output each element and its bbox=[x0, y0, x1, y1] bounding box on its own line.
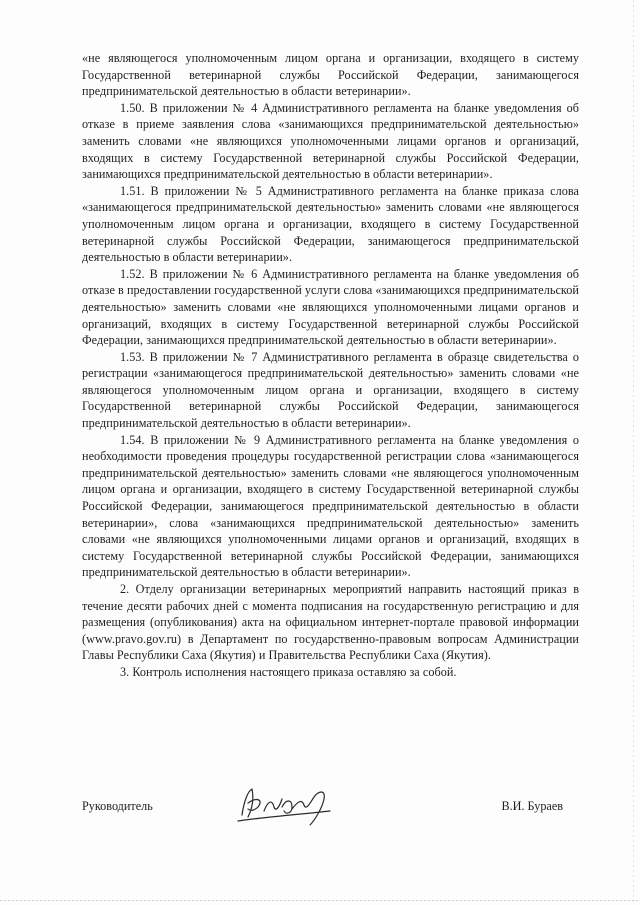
paragraph-continuation: «не являющегося уполномоченным лицом органа и организации, входящего в систему Государственной ветеринарной службы Российской Федерации, занимающегося предпринимательской деятельностью в области ветеринарии». bbox=[82, 51, 579, 99]
signatory-title: Руководитель bbox=[82, 799, 153, 813]
handwritten-signature bbox=[234, 781, 344, 829]
paragraph-1-51: 1.51. В приложении № 5 Административного регламента на бланке приказа слова «занимающегося предпринимательской деятельностью» заменить словами «не являющегося уполномоченным лицом органа и организации, входящего в систему Государственной ветеринарной службы Российской Федерации, занимающегося предпринимательской деятельностью в области ветеринарии». bbox=[82, 183, 579, 265]
signatory-name: В.И. Бураев bbox=[501, 799, 563, 813]
document-body bbox=[82, 50, 579, 681]
scan-edge-right bbox=[633, 0, 634, 905]
paragraph-1-50: 1.50. В приложении № 4 Административного регламента на бланке уведомления об отказе в приеме заявления слова «занимающихся предпринимательской деятельностью» заменить словами «не являющихся уполномоченными лицами органов и организаций, входящих в систему Государственной ветеринарной службы Российской Федерации, занимающихся предпринимательской деятельностью в области ветеринарии». bbox=[82, 100, 579, 182]
paragraph-3: 3. Контроль исполнения настоящего приказа оставляю за собой. bbox=[120, 664, 457, 679]
signature-block bbox=[82, 795, 579, 835]
paragraph-2: 2. Отделу организации ветеринарных мероприятий направить настоящий приказ в течение десяти рабочих дней с момента подписания на государственную регистрацию и для размещения (опубликования) акта на официальном интернет-портале правовой информации (www.pravo.gov.ru) в Департамент по государственно-правовым вопросам Администрации Главы Республики Саха (Якутия) и Правительства Республики Саха (Якутия). bbox=[82, 582, 579, 663]
scan-edge-bottom bbox=[0, 900, 640, 901]
paragraph-1-52: 1.52. В приложении № 6 Административного регламента на бланке уведомления об отказе в предоставлении государственной услуги слова «занимающихся предпринимательской деятельностью» заменить словами «не являющихся уполномоченными лицами органов и организаций, входящих в систему Государственной ветеринарной службы Российской Федерации, занимающихся предпринимательской деятельностью в области ветеринарии». bbox=[82, 266, 579, 348]
paragraph-1-53: 1.53. В приложении № 7 Административного регламента в образце свидетельства о регистрации «занимающегося предпринимательской деятельностью» заменить словами «не являющегося уполномоченным лицом органа и организации, входящего в систему Государственной ветеринарной службы Российской Федерации, занимающегося предпринимательской деятельностью в области ветеринарии». bbox=[82, 349, 579, 431]
paragraph-1-54: 1.54. В приложении № 9 Административного регламента на бланке уведомления о необходимости проведения процедуры государственной регистрации слова «занимающегося предпринимательской деятельностью» заменить словами «не являющегося уполномоченным лицом органа и организации, входящего в систему Государственной ветеринарной службы Российской Федерации, занимающегося предпринимательской деятельностью в области ветеринарии», слова «занимающихся предпринимательской деятельностью» заменить словами «не являющихся уполномоченными лицами органов и организаций, входящих в систему Государственной ветеринарной службы Российской Федерации, занимающихся предпринимательской деятельностью в области ветеринарии». bbox=[82, 432, 579, 580]
